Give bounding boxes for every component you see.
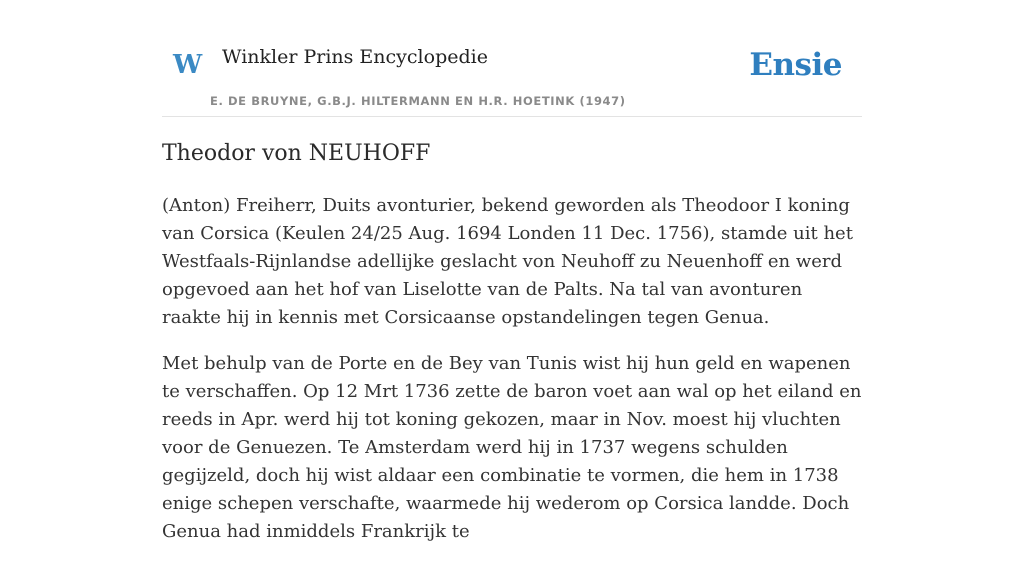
- article-paragraph: Met behulp van de Porte en de Bey van Tunis wist hij hun geld en wapenen te verschaffen. Op 12 Mrt 1736 zette de baron voet aan wal op het eiland en reeds in Apr. werd hij tot koning gekozen, maar in Nov. moest hij vluchten voor de Genuezen. Te Amsterdam werd hij in 1737 wegens schulden gegijzeld, doch hij wist aldaar een combinatie te vormen, die hem in 1738 enige schepen verschafte, waarmede hij wederom op Corsica landde. Doch Genua had inmiddels Frankrijk te: [162, 352, 862, 542]
- source-authors: E. DE BRUYNE, G.B.J. HILTERMANN EN H.R. HOETINK (1947): [210, 94, 626, 108]
- source-header: [162, 0, 862, 117]
- article-body: [162, 140, 862, 564]
- article-paragraph: (Anton) Freiherr, Duits avonturier, bekend geworden als Theodoor I koning van Corsica (Keulen 24/25 Aug. 1694 Londen 11 Dec. 1756), stamde uit het Westfaals-Rijnlandse adellijke geslacht von Neuhoff zu Neuenhoff en werd opgevoed aan het hof van Liselotte van de Palts. Na tal van avonturen raakte hij in kennis met Corsicaanse opstandelingen tegen Genua.: [162, 194, 853, 328]
- article-title: Theodor von NEUHOFF: [162, 141, 431, 166]
- winkler-prins-logo-icon[interactable]: W: [173, 50, 203, 80]
- source-title[interactable]: Winkler Prins Encyclopedie: [222, 46, 488, 68]
- ensie-brand-logo[interactable]: Ensie: [749, 47, 842, 83]
